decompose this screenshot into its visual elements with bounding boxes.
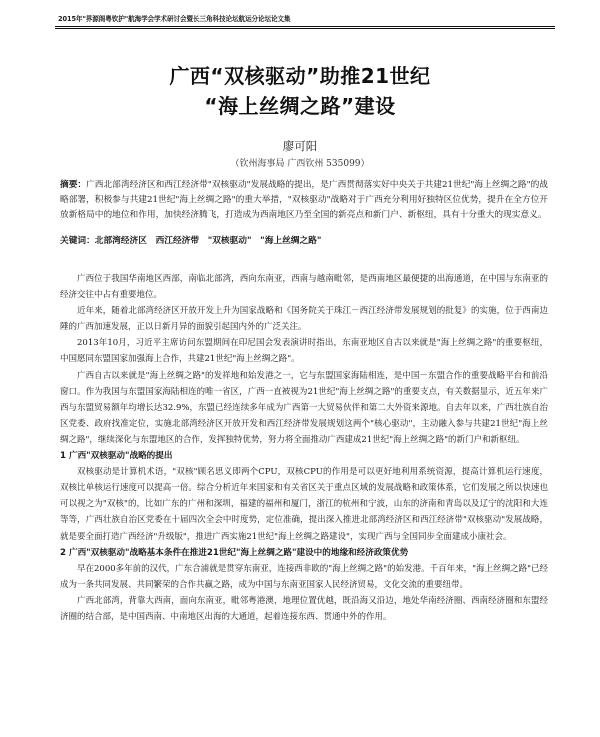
abstract-text: 广西北部湾经济区和西江经济带"双核驱动"发展战略的提出，是广西贯彻落实好中央关于共建21世纪"海上丝绸之路"的战略部署，积极参与共建21世纪"海上丝绸之路"的重大举措，"双核驱动"战略对于广西充分利用好独特区位优势，提升在全方位开放新格局中的地位和作用，加快经济腾飞，打造成为西南地区乃至全国的新亮点和新门户、新枢纽，具有十分重大的现实意义。: [60, 180, 548, 221]
keywords-text: 北部湾经济区 西江经济带 "双核驱动" "海上丝绸之路": [94, 236, 322, 246]
body-text: [60, 263, 548, 625]
affiliation: （钦州海事局 广西钦州 535099）: [230, 159, 370, 169]
running-header: 2015年"界源阁粤钦护"航海学会学术研讨会暨长三角科技论坛航运分论坛论文集: [58, 15, 291, 23]
keywords-label: 关键词：: [60, 236, 95, 246]
header-rule: [55, 26, 555, 29]
abstract: [60, 178, 548, 224]
paragraph: 广西自古以来就是"海上丝绸之路"的发祥地和始发港之一，它与东盟国家海陆相连，是中国－东盟合作的重要战略平台和前沿窗口。作为我国与东盟国家海陆相连的唯一省区，广西一直被视为21世纪"海上丝绸之路"的重要支点，有关数据显示，近五年来广西与东盟贸易额年均增长达32.9%，东盟已经连续多年成为广西第一大贸易伙伴和第二大外资来源地。自去年以来，广西壮族自治区党委、政府找准定位，实施北部湾经济区开放开发和西江经济带发展规划这两个"核心驱动"，主动融入参与共建21世纪"海上丝绸之路"，继续深化与东盟地区的合作，发挥独特优势，努力将全面推动广西建成21世纪"海上丝绸之路"的新门户和新枢纽。: [60, 370, 548, 445]
section-heading-2: 2 广西"双核驱动"战略基本条件在推进21世纪"海上丝绸之路"建设中的地缘和经济政策优势: [60, 547, 409, 558]
keywords: [60, 234, 548, 249]
paragraph: 近年来，随着北部湾经济区开放开发上升为国家战略和《国务院关于珠江－西江经济带发展规划的批复》的实施，位于西南边陲的广西加速发展，正以日新月异的面貌引起国内外的广泛关注。: [60, 306, 548, 333]
title-line-1: 广西“双核驱动”助推21世纪: [169, 64, 431, 88]
abstract-label: 摘要：: [60, 180, 87, 190]
author: 廖可阳: [282, 139, 318, 153]
title-line-2: “海上丝绸之路”建设: [204, 94, 396, 118]
section-heading-1: 1 广西"双核驱动"战略的提出: [60, 451, 173, 462]
paragraph: 广西北部湾，背靠大西南，面向东南亚，毗邻粤港澳，地理位置优越，既沿海又沿边，地处华南经济圈、西南经济圈和东盟经济圈的结合部，是中国西南、中南地区出海的大通道，起着连接东西、贯通中外的作用。: [60, 595, 548, 622]
paragraph: 广西位于我国华南地区西部，南临北部湾，西向东南亚，西南与越南毗邻，是西南地区最便捷的出海通道，在中国与东南亚的经济交往中占有重要地位。: [60, 274, 548, 301]
paragraph: 2013年10月，习近平主席访问东盟期间在印尼国会发表演讲时指出，东南亚地区自古以来就是"海上丝绸之路"的重要枢纽，中国愿同东盟国家加强海上合作，共建21世纪"海上丝绸之路"。: [60, 338, 548, 365]
paragraph: 早在2000多年前的汉代，广东合浦就是贯穿东南亚，连接西非欧的"海上丝绸之路"的始发港。千百年来，"海上丝绸之路"已经成为一条共同发展、共同繁荣的合作共赢之路，成为中国与东南亚国家人民经济贸易，文化交流的重要纽带。: [60, 563, 548, 590]
paragraph: 双核驱动是计算机术语，"双核"顾名思义即两个CPU，双核CPU的作用是可以更好地利用系统资源，提高计算机运行速度，双核比单核运行速度可以提高一倍。综合分析近年来国家和有关省区关于重点区域的发展战略和政策体系，它们发展之所以快速也可以视之为"双核"的，比如广东的广州和深圳，福建的福州和厦门，浙江的杭州和宁波，山东的济南和青岛以及辽宁的沈阳和大连等等，广西壮族自治区党委在十届四次全会中时度势，定位准确，提出深入推进北部湾经济区和西江经济带"双核驱动"发展战略，就是要全面打造广西经济"升级版"，推进广西实施21世纪"海上丝绸之路建设"，实现广西与全国同步全面建成小康社会。: [60, 467, 548, 542]
